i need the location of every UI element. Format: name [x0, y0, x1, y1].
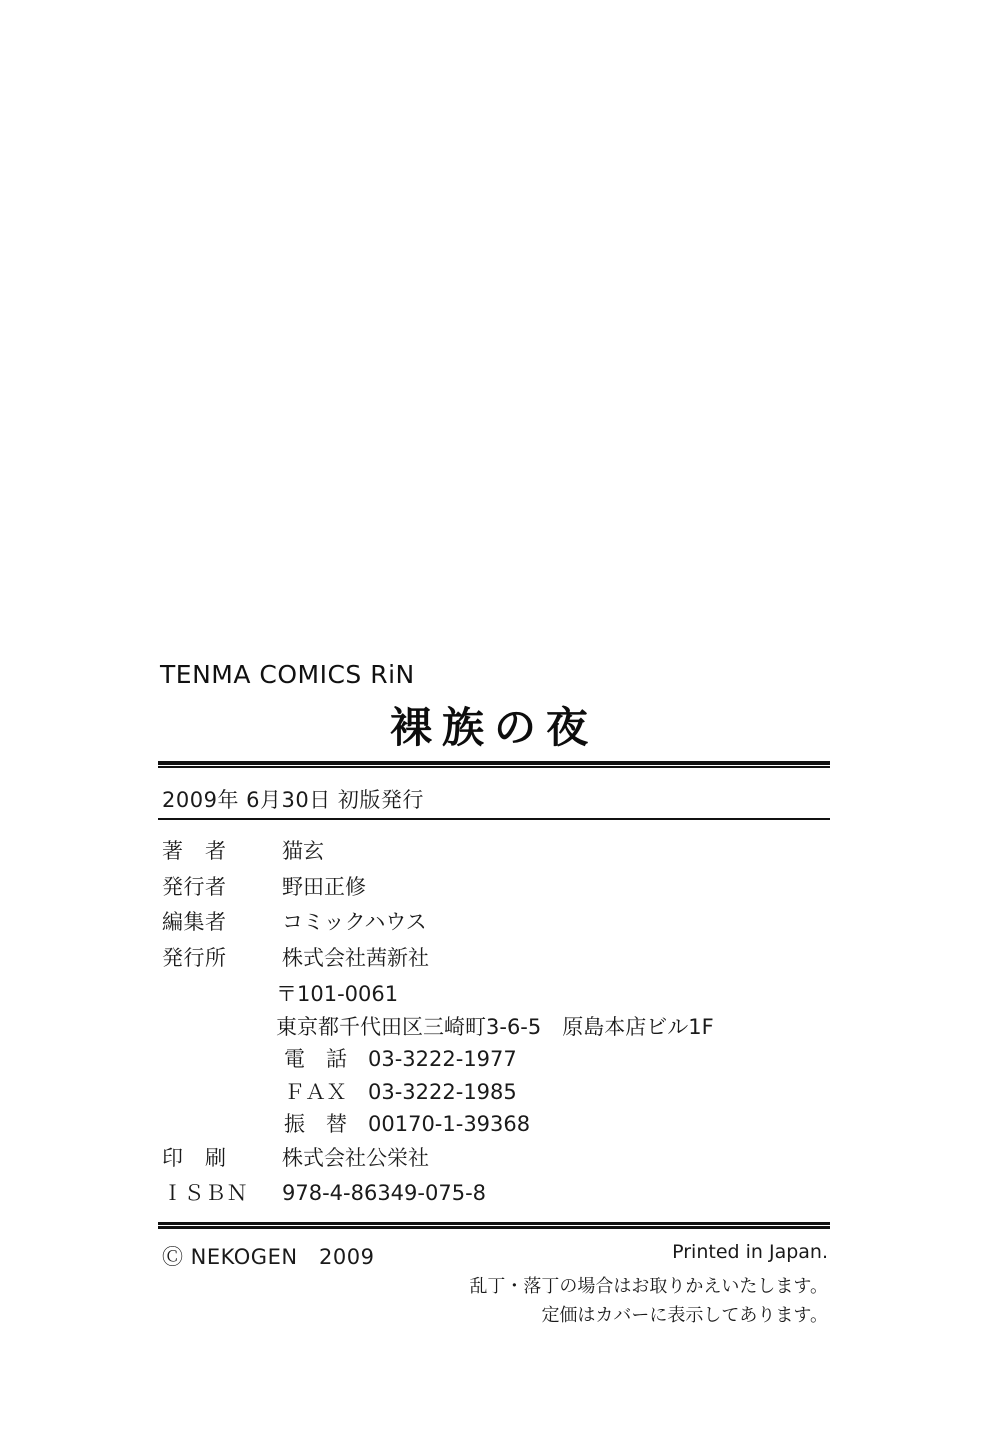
credit-value: 野田正修 — [282, 874, 366, 899]
footer-right-block — [469, 1241, 828, 1331]
table-row — [162, 1176, 486, 1212]
table-row — [162, 870, 429, 906]
print-table — [162, 1141, 486, 1212]
credit-value: 猫玄 — [282, 839, 324, 863]
address-phone: 電 話 03-3222-1977 — [284, 1047, 517, 1072]
printed-in-japan: Printed in Japan. — [672, 1240, 828, 1263]
credit-label: 編集者 — [162, 910, 227, 934]
series-label: TENMA COMICS RiN — [160, 660, 415, 689]
page-title: 裸族の夜 — [389, 703, 598, 752]
isbn-value: 978-4-86349-075-8 — [282, 1181, 487, 1206]
footer-divider — [158, 1222, 830, 1229]
credits-table — [162, 834, 429, 976]
publication-date-divider — [158, 818, 830, 820]
address-giro: 振 替 00170-1-39368 — [284, 1112, 531, 1137]
footer — [158, 1241, 830, 1331]
price-notice: 定価はカバーに表示してあります。 — [541, 1304, 828, 1326]
print-value: 株式会社公栄社 — [282, 1145, 429, 1170]
print-label: 印 刷 — [162, 1145, 227, 1170]
table-row — [162, 941, 429, 977]
colophon-block — [158, 660, 830, 1330]
publication-date: 2009年 6月30日 初版発行 — [162, 788, 424, 812]
credit-label: 発行者 — [162, 874, 227, 899]
credit-label: 発行所 — [162, 945, 227, 970]
address-fax: ＦＡＸ 03-3222-1985 — [284, 1079, 517, 1104]
title-divider — [158, 761, 830, 768]
credit-value: コミックハウス — [282, 910, 427, 934]
table-row — [162, 834, 429, 870]
defect-notice: 乱丁・落丁の場合はお取りかえいたします。 — [469, 1275, 828, 1297]
copyright-notice: Ⓒ NEKOGEN 2009 — [162, 1244, 375, 1269]
publisher-address — [276, 978, 830, 1141]
address-postal-code: 〒101-0061 — [276, 982, 399, 1006]
isbn-label: ＩＳＢＮ — [162, 1181, 248, 1206]
table-row — [162, 905, 429, 941]
address-street: 東京都千代田区三崎町3-6-5 原島本店ビル1F — [276, 1014, 714, 1039]
credit-value: 株式会社茜新社 — [282, 945, 429, 970]
credit-label: 著 者 — [162, 839, 227, 863]
table-row — [162, 1141, 486, 1177]
